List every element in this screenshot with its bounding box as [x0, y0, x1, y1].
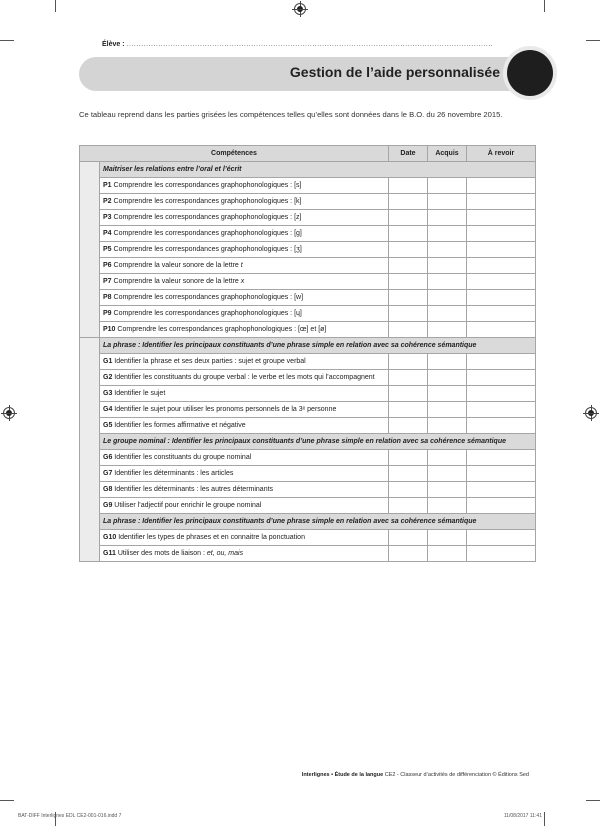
table-header-row	[80, 146, 536, 162]
a-revoir-cell[interactable]	[467, 306, 536, 322]
a-revoir-cell[interactable]	[467, 242, 536, 258]
a-revoir-cell[interactable]	[467, 450, 536, 466]
footer-text: CE2 - Classeur d’activités de différenciation © Éditions Sed	[383, 772, 529, 778]
competence-text: Comprendre les correspondances graphophonologiques : [w]	[113, 294, 304, 301]
section-heading-row	[80, 434, 536, 450]
competence-text: Comprendre les correspondances graphophonologiques : [k]	[113, 198, 302, 205]
table-row	[80, 258, 536, 274]
acquis-cell[interactable]	[428, 354, 467, 370]
acquis-cell[interactable]	[428, 370, 467, 386]
acquis-cell[interactable]	[428, 194, 467, 210]
competence-code: G5	[103, 422, 113, 429]
section-heading: La phrase : Identifier les principaux constituants d’une phrase simple en relation avec sa cohérence sémantique	[100, 338, 536, 354]
a-revoir-cell[interactable]	[467, 498, 536, 514]
competence-cell	[100, 210, 389, 226]
competence-code: P6	[103, 262, 112, 269]
competence-text-italic: et, ou, mais	[206, 550, 244, 557]
table-row	[80, 530, 536, 546]
competence-cell	[100, 498, 389, 514]
a-revoir-cell[interactable]	[467, 386, 536, 402]
competence-text: Comprendre les correspondances graphophonologiques : [œ] et [ø]	[117, 326, 327, 333]
competence-text: Identifier les déterminants : les autres déterminants	[114, 486, 274, 493]
competence-code: G11	[103, 550, 116, 557]
a-revoir-cell[interactable]	[467, 482, 536, 498]
table-row	[80, 546, 536, 562]
table-row	[80, 386, 536, 402]
student-name-field[interactable]: ......................................................................................................................................................	[126, 41, 494, 48]
section-heading: Maitriser les relations entre l’oral et l’écrit	[100, 162, 536, 178]
table-row	[80, 274, 536, 290]
competence-cell	[100, 466, 389, 482]
student-name-line[interactable]	[102, 41, 493, 48]
a-revoir-cell[interactable]	[467, 546, 536, 562]
footer-brand: Interlignes • Étude de la langue	[301, 772, 384, 778]
page-footer	[302, 772, 529, 778]
crop-mark	[0, 800, 14, 801]
intro-text: Ce tableau reprend dans les parties grisées les compétences telles qu’elles sont données dans le B.O. du 26 novembre 2015.	[79, 110, 503, 119]
competence-text: Comprendre les correspondances graphophonologiques : [z]	[113, 214, 302, 221]
date-cell[interactable]	[389, 466, 428, 482]
date-cell[interactable]	[389, 306, 428, 322]
competence-cell	[100, 194, 389, 210]
a-revoir-cell[interactable]	[467, 258, 536, 274]
acquis-cell[interactable]	[428, 546, 467, 562]
acquis-cell[interactable]	[428, 178, 467, 194]
competence-text: Comprendre les correspondances graphophonologiques : [g]	[113, 230, 302, 237]
competence-text: Comprendre les correspondances graphophonologiques : [ɥ]	[113, 310, 302, 317]
competence-text-italic: t	[240, 262, 243, 269]
acquis-cell[interactable]	[428, 418, 467, 434]
section-heading: Le groupe nominal : Identifier les principaux constituants d’une phrase simple en relation avec sa cohérence sémantique	[100, 434, 536, 450]
date-cell[interactable]	[389, 210, 428, 226]
a-revoir-cell[interactable]	[467, 370, 536, 386]
date-cell[interactable]	[389, 274, 428, 290]
competence-text: Comprendre la valeur sonore de la lettre	[113, 278, 241, 285]
acquis-cell[interactable]	[428, 274, 467, 290]
competence-code: G4	[103, 406, 113, 413]
competence-cell	[100, 226, 389, 242]
column-header-a-revoir: À revoir	[467, 146, 536, 162]
print-slug-file: BAT-DIFF Interlignes EDL CE2-001-016.indd 7	[18, 813, 122, 819]
competence-cell	[100, 482, 389, 498]
competence-cell	[100, 450, 389, 466]
table-row	[80, 402, 536, 418]
table-row	[80, 306, 536, 322]
section-heading-row	[80, 514, 536, 530]
crop-mark	[544, 0, 545, 12]
a-revoir-cell[interactable]	[467, 466, 536, 482]
competence-text: Identifier le sujet	[114, 390, 166, 397]
table-row	[80, 450, 536, 466]
table-row	[80, 194, 536, 210]
competence-text: Identifier les formes affirmative et négative	[114, 422, 246, 429]
competence-text: Utiliser des mots de liaison :	[117, 550, 207, 557]
acquis-cell[interactable]	[428, 258, 467, 274]
acquis-cell[interactable]	[428, 450, 467, 466]
print-slug-date: 11/08/2017 11:41	[503, 813, 542, 819]
competence-text: Identifier les constituants du groupe verbal : le verbe et les mots qui l’accompagnent	[114, 374, 375, 381]
date-cell[interactable]	[389, 194, 428, 210]
a-revoir-cell[interactable]	[467, 418, 536, 434]
section-heading-row	[80, 162, 536, 178]
acquis-cell[interactable]	[428, 386, 467, 402]
date-cell[interactable]	[389, 498, 428, 514]
competence-text: Identifier la phrase et ses deux parties : sujet et groupe verbal	[114, 358, 306, 365]
date-cell[interactable]	[389, 242, 428, 258]
date-cell[interactable]	[389, 290, 428, 306]
acquis-cell[interactable]	[428, 242, 467, 258]
crop-mark	[586, 800, 600, 801]
competence-cell	[100, 258, 389, 274]
competence-code: G1	[103, 358, 113, 365]
a-revoir-cell[interactable]	[467, 530, 536, 546]
date-cell[interactable]	[389, 482, 428, 498]
competence-code: P4	[103, 230, 112, 237]
competence-code: G10	[103, 534, 117, 541]
crop-mark	[0, 40, 14, 41]
a-revoir-cell[interactable]	[467, 178, 536, 194]
competence-cell	[100, 386, 389, 402]
competence-text: Comprendre les correspondances graphophonologiques : [s]	[113, 182, 302, 189]
competence-code: P8	[103, 294, 112, 301]
competence-code: G9	[103, 502, 113, 509]
date-cell[interactable]	[389, 450, 428, 466]
acquis-cell[interactable]	[428, 530, 467, 546]
crop-mark	[544, 812, 545, 826]
competence-code: G6	[103, 454, 113, 461]
section-heading-row	[80, 338, 536, 354]
group-label-cell	[80, 338, 100, 562]
table-row	[80, 354, 536, 370]
competence-text: Identifier le sujet pour utiliser les pronoms personnels de la 3ᵉ personne	[114, 406, 337, 413]
table-row	[80, 210, 536, 226]
competence-cell	[100, 306, 389, 322]
group-label-cell	[80, 162, 100, 338]
competence-code: P7	[103, 278, 112, 285]
circle-decoration-inner	[507, 50, 553, 96]
competence-code: P10	[103, 326, 116, 333]
competence-code: P2	[103, 198, 112, 205]
section-heading: La phrase : Identifier les principaux constituants d’une phrase simple en relation avec sa cohérence sémantique	[100, 514, 536, 530]
acquis-cell[interactable]	[428, 306, 467, 322]
competence-code: P1	[103, 182, 112, 189]
competence-text: Utiliser l’adjectif pour enrichir le groupe nominal	[114, 502, 262, 509]
table-row	[80, 466, 536, 482]
competence-cell	[100, 242, 389, 258]
table-row	[80, 498, 536, 514]
competence-cell	[100, 322, 389, 338]
a-revoir-cell[interactable]	[467, 274, 536, 290]
date-cell[interactable]	[389, 370, 428, 386]
competence-cell	[100, 546, 389, 562]
date-cell[interactable]	[389, 546, 428, 562]
acquis-cell[interactable]	[428, 290, 467, 306]
column-header-date: Date	[389, 146, 428, 162]
competence-cell	[100, 290, 389, 306]
date-cell[interactable]	[389, 386, 428, 402]
a-revoir-cell[interactable]	[467, 290, 536, 306]
a-revoir-cell[interactable]	[467, 322, 536, 338]
competences-table	[79, 145, 536, 562]
table-row	[80, 322, 536, 338]
date-cell[interactable]	[389, 178, 428, 194]
date-cell[interactable]	[389, 226, 428, 242]
crop-mark	[586, 40, 600, 41]
page-title: Gestion de l’aide personnalisée	[289, 64, 500, 80]
competence-cell	[100, 418, 389, 434]
date-cell[interactable]	[389, 418, 428, 434]
a-revoir-cell[interactable]	[467, 226, 536, 242]
competence-cell	[100, 178, 389, 194]
competence-cell	[100, 530, 389, 546]
acquis-cell[interactable]	[428, 226, 467, 242]
competence-cell	[100, 370, 389, 386]
table-row	[80, 226, 536, 242]
date-cell[interactable]	[389, 402, 428, 418]
competence-code: G7	[103, 470, 113, 477]
competence-text: Identifier les constituants du groupe nominal	[114, 454, 252, 461]
acquis-cell[interactable]	[428, 322, 467, 338]
competence-text: Comprendre la valeur sonore de la lettre	[113, 262, 241, 269]
student-label: Élève :	[102, 41, 125, 48]
a-revoir-cell[interactable]	[467, 194, 536, 210]
acquis-cell[interactable]	[428, 402, 467, 418]
competence-code: G3	[103, 390, 113, 397]
competence-code: G2	[103, 374, 113, 381]
date-cell[interactable]	[389, 530, 428, 546]
a-revoir-cell[interactable]	[467, 210, 536, 226]
competence-code: P5	[103, 246, 112, 253]
a-revoir-cell[interactable]	[467, 354, 536, 370]
a-revoir-cell[interactable]	[467, 402, 536, 418]
competence-code: P9	[103, 310, 112, 317]
table-row	[80, 482, 536, 498]
date-cell[interactable]	[389, 354, 428, 370]
registration-mark-icon	[585, 407, 597, 419]
competence-code: P3	[103, 214, 112, 221]
crop-mark	[55, 0, 56, 12]
competence-text: Identifier les déterminants : les articles	[114, 470, 234, 477]
competence-text-italic: x	[240, 278, 245, 285]
table-row	[80, 178, 536, 194]
date-cell[interactable]	[389, 322, 428, 338]
table-row	[80, 242, 536, 258]
acquis-cell[interactable]	[428, 498, 467, 514]
competence-text: Identifier les types de phrases et en connaitre la ponctuation	[118, 534, 305, 541]
column-header-acquis: Acquis	[428, 146, 467, 162]
table-row	[80, 370, 536, 386]
date-cell[interactable]	[389, 258, 428, 274]
acquis-cell[interactable]	[428, 466, 467, 482]
table-row	[80, 290, 536, 306]
competence-cell	[100, 354, 389, 370]
competence-code: G8	[103, 486, 113, 493]
acquis-cell[interactable]	[428, 210, 467, 226]
registration-mark-icon	[294, 3, 306, 15]
competence-cell	[100, 274, 389, 290]
table-row	[80, 418, 536, 434]
column-header-competences: Compétences	[80, 146, 389, 162]
competence-text: Comprendre les correspondances graphophonologiques : [ʒ]	[113, 246, 302, 253]
competence-cell	[100, 402, 389, 418]
acquis-cell[interactable]	[428, 482, 467, 498]
registration-mark-icon	[3, 407, 15, 419]
